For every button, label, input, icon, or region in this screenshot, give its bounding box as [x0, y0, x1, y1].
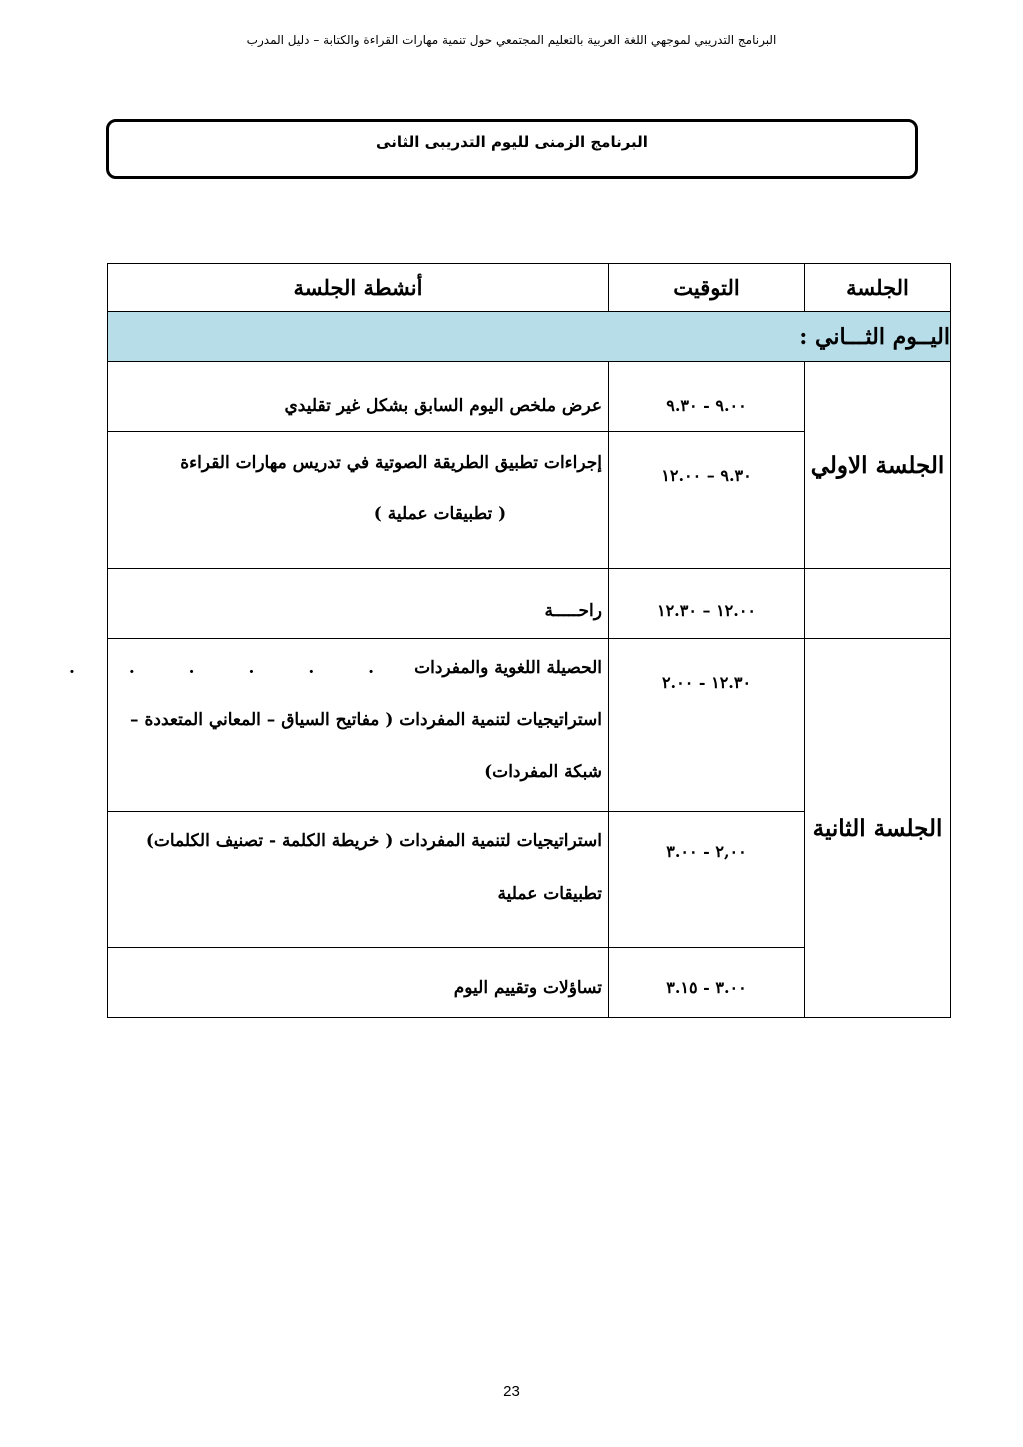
row-activity: [108, 569, 609, 639]
row-activity: [68, 639, 609, 812]
session-empty: [805, 569, 951, 639]
footer-rule: [107, 1017, 950, 1018]
title-box: [106, 119, 918, 179]
activity-line: تساؤلات وتقييم اليوم: [453, 978, 602, 998]
row-activity: [108, 362, 609, 432]
activity-line: [68, 655, 602, 682]
row-time: ٩.٣٠ – ١٢.٠٠: [609, 432, 805, 569]
activity-line: استراتيجيات لتنمية المفردات ( مفاتيح السياق – المعاني المتعددة –: [130, 710, 602, 730]
activity-line: استراتيجيات لتنمية المفردات ( خريطة الكلمة - تصنيف الكلمات): [145, 831, 602, 851]
row-time: ٢,٠٠ - ٣.٠٠: [609, 812, 805, 948]
table-row: [108, 362, 951, 432]
activity-line: تطبيقات عملية: [497, 884, 602, 904]
header-time: التوقيت: [609, 264, 805, 312]
row-time: ١٢.٠٠ – ١٢.٣٠: [609, 569, 805, 639]
row-time: ١٢.٣٠ - ٢.٠٠: [609, 639, 805, 812]
page-number: 23: [503, 1383, 520, 1400]
day-label: اليــوم الثـــاني :: [108, 312, 951, 362]
activity-line: شبكة المفردات): [484, 762, 602, 782]
page-title: البرنامج الزمنى لليوم التدريبى الثانى: [376, 133, 648, 151]
row-time: ٣.٠٠ - ٣.١٥: [609, 948, 805, 1018]
dotted-leader: . . . . . .: [68, 658, 375, 678]
table-row: [108, 639, 951, 812]
row-time: ٩.٠٠ - ٩.٣٠: [609, 362, 805, 432]
header-activities: أنشطة الجلسة: [108, 264, 609, 312]
activity-text: الحصيلة اللغوية والمفردات: [414, 658, 602, 678]
activity-line: إجراءات تطبيق الطريقة الصوتية في تدريس مهارات القراءة: [180, 453, 602, 473]
running-header: البرنامج التدريبي لموجهي اللغة العربية بالتعليم المجتمعي حول تنمية مهارات القراءة والكتابة – دليل المدرب: [246, 33, 777, 47]
activity-line: راحـــــة: [544, 601, 602, 621]
table-row: [108, 569, 951, 639]
session-second: الجلسة الثانية: [805, 639, 951, 1018]
header-session: الجلسة: [805, 264, 951, 312]
activity-line: عرض ملخص اليوم السابق بشكل غير تقليدي: [284, 396, 602, 416]
row-activity: [108, 432, 609, 569]
activity-line: ( تطبيقات عملية ): [373, 504, 507, 524]
session-first: الجلسة الاولي: [805, 362, 951, 569]
row-activity: [108, 812, 609, 948]
day-row: [108, 312, 951, 362]
schedule-table: [68, 263, 951, 1018]
row-activity: [108, 948, 609, 1018]
table-header-row: [108, 264, 951, 312]
